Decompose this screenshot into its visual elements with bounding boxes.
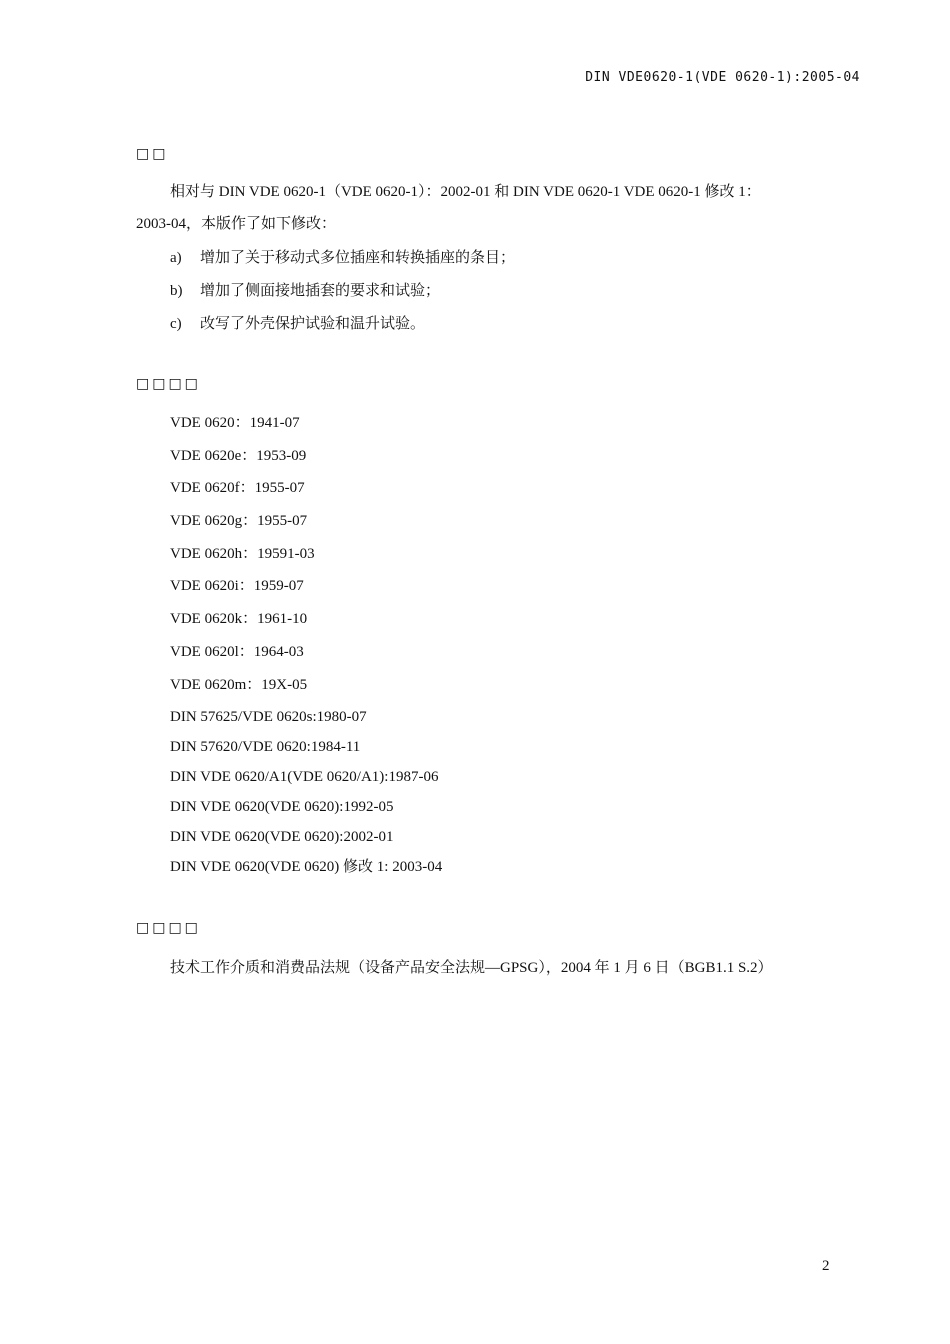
regulation-heading: □□□□ (136, 920, 201, 936)
list-item: DIN 57625/VDE 0620s:1980-07 (170, 709, 367, 725)
list-item-text: 增加了侧面接地插套的要求和试验； (200, 283, 441, 299)
list-item: VDE 0620e：1953-09 (170, 447, 307, 464)
history-list-continued (170, 702, 442, 882)
list-item-text: 增加了关于移动式多位插座和转换插座的条目； (200, 250, 516, 266)
list-item-text: 改写了外壳保护试验和温升试验。 (200, 316, 426, 332)
list-item: DIN VDE 0620(VDE 0620):2002-01 (170, 829, 394, 845)
changes-intro (136, 176, 856, 240)
document-id-header: DIN VDE0620-1(VDE 0620-1):2005-04 (585, 70, 860, 85)
list-marker: b) (170, 283, 183, 299)
list-item: DIN VDE 0620/A1(VDE 0620/A1):1987-06 (170, 769, 439, 785)
list-item: DIN VDE 0620(VDE 0620):1992-05 (170, 799, 394, 815)
list-item (170, 308, 515, 341)
list-item (170, 275, 515, 308)
list-item: DIN VDE 0620(VDE 0620) 修改 1: 2003-04 (170, 859, 443, 875)
list-item: DIN 57620/VDE 0620:1984-11 (170, 739, 361, 755)
page-number: 2 (822, 1258, 830, 1274)
list-item: VDE 0620i：1959-07 (170, 578, 304, 595)
list-item: VDE 0620：1941-07 (170, 415, 300, 431)
history-list (170, 407, 315, 701)
changes-list (170, 242, 515, 341)
list-marker: a) (170, 250, 182, 266)
list-marker: c) (170, 316, 182, 332)
list-item: VDE 0620k：1961-10 (170, 611, 308, 628)
changes-heading: □□ (136, 146, 169, 162)
history-heading: □□□□ (136, 376, 201, 392)
list-item: VDE 0620m：19X-05 (170, 676, 308, 693)
changes-intro-line-1: 相对与 DIN VDE 0620-1（VDE 0620-1）：2002-01 和 DIN VDE 0620-1 VDE 0620-1 修改 1： (170, 184, 761, 200)
list-item: VDE 0620g：1955-07 (170, 513, 308, 530)
list-item: VDE 0620l：1964-03 (170, 643, 304, 660)
list-item: VDE 0620f：1955-07 (170, 480, 305, 497)
changes-intro-line-2: 2003-04，本版作了如下修改： (136, 216, 336, 232)
list-item (170, 242, 515, 275)
list-item: VDE 0620h：19591-03 (170, 545, 315, 562)
regulation-text: 技术工作介质和消费品法规（设备产品安全法规—GPSG），2004 年 1 月 6 日（BGB1.1 S.2） (170, 960, 773, 976)
